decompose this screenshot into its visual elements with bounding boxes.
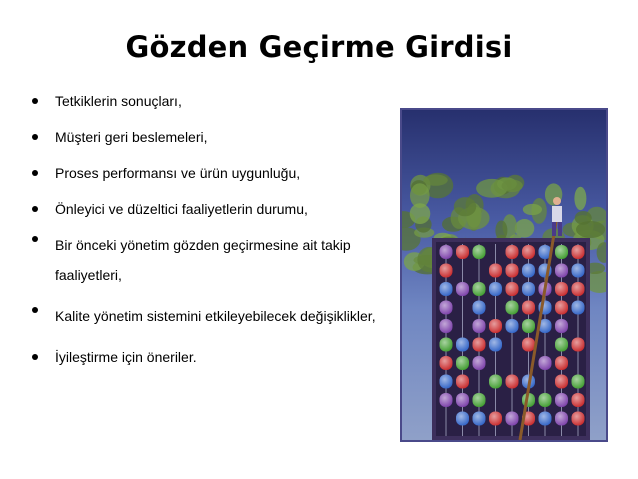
bullet-item: Önleyici ve düzeltici faaliyetlerin durumu, bbox=[32, 200, 382, 219]
bead-highlight bbox=[506, 412, 519, 426]
bead-highlight bbox=[506, 264, 519, 278]
foliage-blob bbox=[575, 211, 592, 225]
bullet-dot-icon bbox=[32, 307, 38, 313]
bead-highlight bbox=[555, 301, 568, 315]
bead-highlight bbox=[522, 245, 535, 259]
bead-highlight bbox=[489, 264, 502, 278]
bullet-item: İyileştirme için öneriler. bbox=[32, 348, 382, 367]
bead-highlight bbox=[555, 393, 568, 407]
bead-highlight bbox=[473, 301, 486, 315]
bead-highlight bbox=[440, 282, 453, 296]
bead-highlight bbox=[473, 319, 486, 333]
bullet-dot-icon bbox=[32, 354, 38, 360]
bead-highlight bbox=[456, 338, 469, 352]
bead-highlight bbox=[473, 338, 486, 352]
bead-highlight bbox=[555, 412, 568, 426]
foliage-blob bbox=[454, 197, 476, 216]
bead-highlight bbox=[572, 282, 585, 296]
bead-highlight bbox=[489, 375, 502, 389]
bead-highlight bbox=[572, 412, 585, 426]
bead-highlight bbox=[440, 301, 453, 315]
bullet-item: Tetkiklerin sonuçları, bbox=[32, 92, 382, 111]
bead-highlight bbox=[522, 338, 535, 352]
bead-highlight bbox=[440, 319, 453, 333]
bead-highlight bbox=[456, 375, 469, 389]
bead-highlight bbox=[572, 393, 585, 407]
bead-highlight bbox=[522, 301, 535, 315]
bead-highlight bbox=[489, 338, 502, 352]
bead-highlight bbox=[555, 356, 568, 370]
bead-highlight bbox=[539, 393, 552, 407]
foliage-blob bbox=[523, 204, 542, 215]
bullet-item: Proses performansı ve ürün uygunluğu, bbox=[32, 164, 382, 183]
bead-highlight bbox=[489, 282, 502, 296]
bead-highlight bbox=[555, 264, 568, 278]
bead-highlight bbox=[440, 264, 453, 278]
bead-highlight bbox=[522, 319, 535, 333]
bead-highlight bbox=[555, 338, 568, 352]
bead-highlight bbox=[555, 375, 568, 389]
bead-highlight bbox=[473, 356, 486, 370]
bead-highlight bbox=[555, 319, 568, 333]
bead-highlight bbox=[506, 319, 519, 333]
bullet-list bbox=[32, 92, 382, 384]
bullet-item: Kalite yönetim sistemini etkileyebilecek değişiklikler, bbox=[32, 301, 382, 331]
bullet-item: Müşteri geri beslemeleri, bbox=[32, 128, 382, 147]
abacus-painting bbox=[402, 110, 606, 440]
bullet-dot-icon bbox=[32, 134, 38, 140]
bead-highlight bbox=[555, 282, 568, 296]
bead-highlight bbox=[572, 245, 585, 259]
bead-highlight bbox=[522, 264, 535, 278]
slide-title: Gözden Geçirme Girdisi bbox=[125, 30, 513, 64]
bead-highlight bbox=[456, 282, 469, 296]
foliage-blob bbox=[423, 174, 447, 185]
foliage-blob bbox=[502, 180, 523, 193]
foliage-blob bbox=[495, 220, 507, 240]
bead-highlight bbox=[506, 282, 519, 296]
bead-highlight bbox=[506, 375, 519, 389]
bead-highlight bbox=[572, 264, 585, 278]
bead-highlight bbox=[456, 393, 469, 407]
bead-highlight bbox=[506, 301, 519, 315]
bead-highlight bbox=[456, 245, 469, 259]
bead-highlight bbox=[555, 245, 568, 259]
bead-highlight bbox=[489, 412, 502, 426]
bead-highlight bbox=[456, 356, 469, 370]
bead-highlight bbox=[440, 356, 453, 370]
bead-highlight bbox=[440, 245, 453, 259]
abacus-illustration bbox=[400, 108, 608, 442]
bead-highlight bbox=[539, 412, 552, 426]
bead-highlight bbox=[473, 282, 486, 296]
bead-highlight bbox=[473, 393, 486, 407]
bead-highlight bbox=[440, 338, 453, 352]
bead-highlight bbox=[522, 282, 535, 296]
bead-highlight bbox=[572, 301, 585, 315]
bead-highlight bbox=[572, 338, 585, 352]
bead-highlight bbox=[473, 412, 486, 426]
bead-highlight bbox=[473, 245, 486, 259]
bead-highlight bbox=[539, 356, 552, 370]
bead-highlight bbox=[489, 319, 502, 333]
foliage-blob bbox=[410, 203, 431, 224]
bead-highlight bbox=[440, 375, 453, 389]
foliage-blob bbox=[574, 187, 586, 210]
bead-highlight bbox=[572, 375, 585, 389]
bead-highlight bbox=[506, 245, 519, 259]
bullet-dot-icon bbox=[32, 206, 38, 212]
bullet-item: Bir önceki yönetim gözden geçirmesine ait takip faaliyetleri, bbox=[32, 230, 382, 290]
bead-highlight bbox=[440, 393, 453, 407]
bullet-dot-icon bbox=[32, 170, 38, 176]
bullet-dot-icon bbox=[32, 98, 38, 104]
bead-highlight bbox=[456, 412, 469, 426]
bullet-dot-icon bbox=[32, 236, 38, 242]
